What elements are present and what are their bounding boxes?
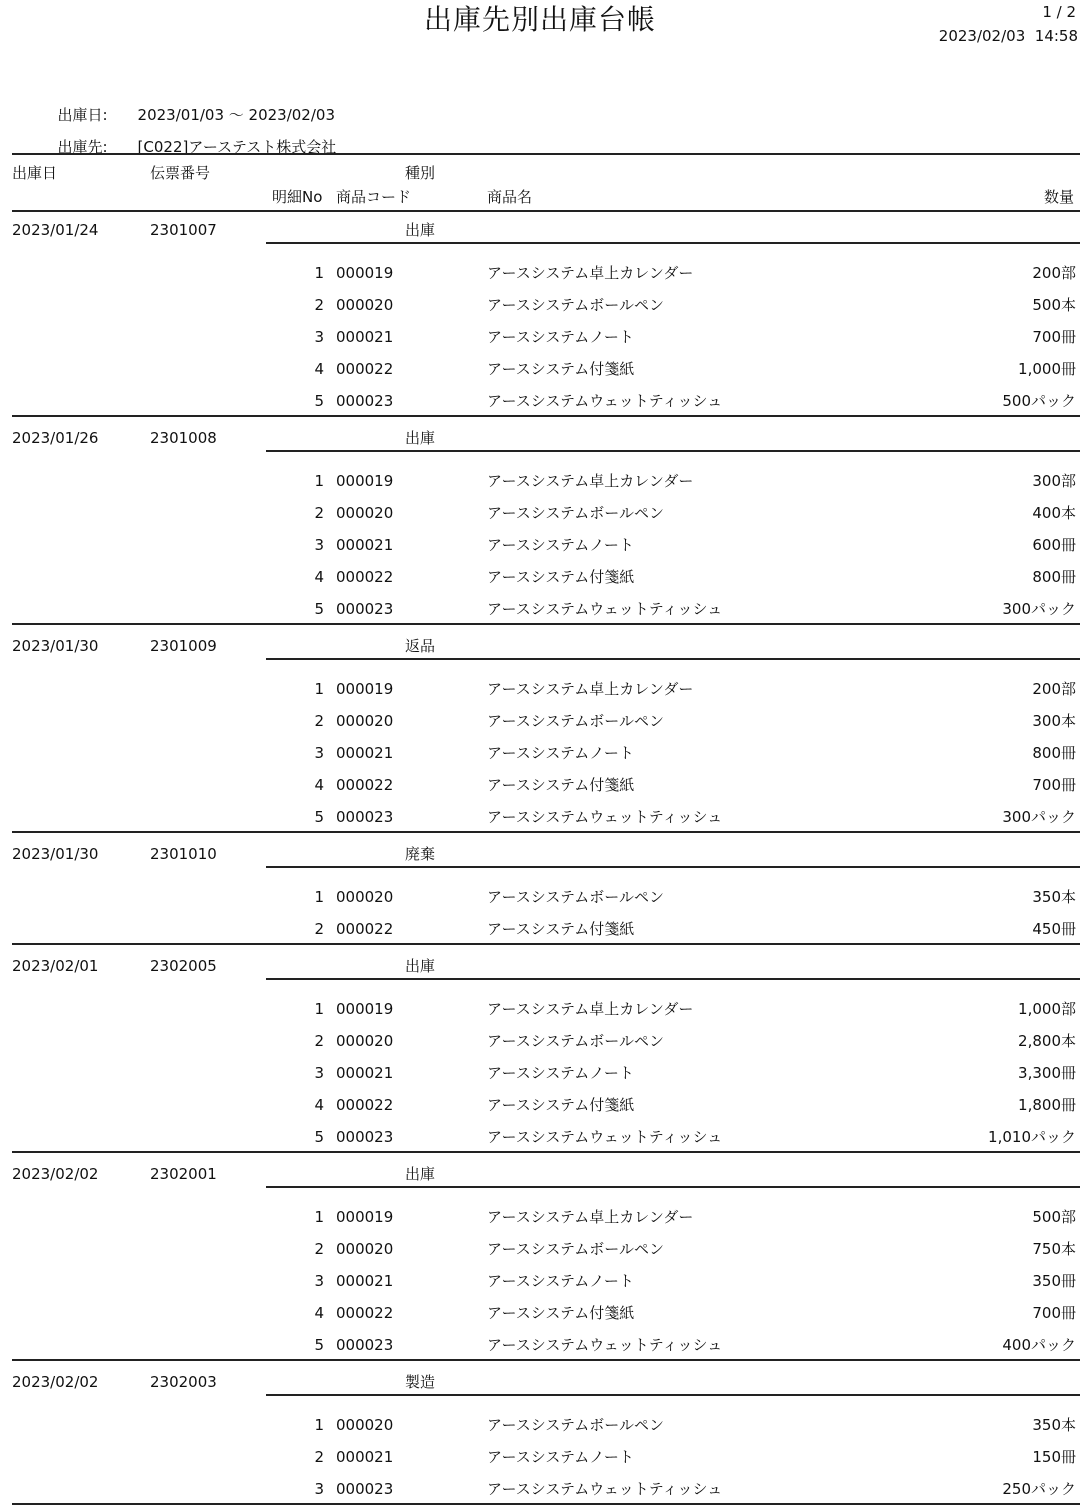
report-title: 出庫先別出庫台帳	[423, 3, 656, 36]
quantity: 2,800本	[1018, 1032, 1076, 1050]
line-number: 3	[314, 744, 324, 762]
quantity: 800冊	[1032, 568, 1076, 586]
line-number: 2	[314, 920, 324, 938]
product-name: アースシステムウェットティッシュ	[487, 392, 723, 410]
line-number: 1	[314, 1000, 324, 1018]
line-number: 3	[314, 1064, 324, 1082]
slip-date: 2023/01/30	[12, 637, 99, 655]
product-name: アースシステム卓上カレンダー	[487, 680, 694, 698]
product-code: 000022	[336, 1304, 394, 1322]
column-header-type: 種別	[405, 164, 436, 182]
product-code: 000020	[336, 888, 394, 906]
slip-header-rule	[266, 978, 1080, 980]
column-header-line-no: 明細No	[272, 188, 323, 206]
product-code: 000022	[336, 360, 394, 378]
slip-date: 2023/02/02	[12, 1165, 99, 1183]
product-name: アースシステムボールペン	[487, 1032, 665, 1050]
product-name: アースシステム付箋紙	[487, 920, 635, 938]
quantity: 150冊	[1032, 1448, 1076, 1466]
slip-end-rule	[12, 415, 1080, 417]
product-name: アースシステムボールペン	[487, 712, 665, 730]
product-name: アースシステムボールペン	[487, 1240, 665, 1258]
product-name: アースシステムノート	[487, 744, 634, 762]
product-name: アースシステムウェットティッシュ	[487, 1128, 723, 1146]
line-number: 1	[314, 680, 324, 698]
slip-date: 2023/01/30	[12, 845, 99, 863]
line-number: 4	[314, 568, 324, 586]
product-code: 000019	[336, 1000, 394, 1018]
slip-number: 2302005	[150, 957, 217, 975]
quantity: 400パック	[1002, 1336, 1076, 1354]
slip-type: 返品	[405, 637, 436, 655]
product-name: アースシステムボールペン	[487, 1416, 665, 1434]
product-code: 000022	[336, 568, 394, 586]
quantity: 700冊	[1032, 776, 1076, 794]
product-code: 000020	[336, 1032, 394, 1050]
product-name: アースシステム卓上カレンダー	[487, 264, 694, 282]
quantity: 300パック	[1002, 600, 1076, 618]
slip-date: 2023/02/02	[12, 1373, 99, 1391]
slip-number: 2302001	[150, 1165, 217, 1183]
slip-date: 2023/02/01	[12, 957, 99, 975]
slip-end-rule	[12, 831, 1080, 833]
product-name: アースシステムウェットティッシュ	[487, 1336, 723, 1354]
line-number: 3	[314, 1272, 324, 1290]
product-code: 000022	[336, 776, 394, 794]
slip-type: 出庫	[405, 1165, 436, 1183]
product-code: 000023	[336, 1128, 394, 1146]
quantity: 400本	[1032, 504, 1076, 522]
line-number: 2	[314, 296, 324, 314]
product-name: アースシステムボールペン	[487, 888, 665, 906]
line-number: 4	[314, 776, 324, 794]
line-number: 2	[314, 504, 324, 522]
product-code: 000021	[336, 1448, 394, 1466]
quantity: 800冊	[1032, 744, 1076, 762]
slip-end-rule	[12, 943, 1080, 945]
quantity: 1,000部	[1018, 1000, 1076, 1018]
product-code: 000023	[336, 600, 394, 618]
product-code: 000020	[336, 1416, 394, 1434]
printed-timestamp: 2023/02/03 14:58	[938, 27, 1078, 45]
column-header-slip-no: 伝票番号	[150, 164, 211, 182]
slip-type: 出庫	[405, 221, 436, 239]
quantity: 1,000冊	[1018, 360, 1076, 378]
quantity: 300本	[1032, 712, 1076, 730]
product-name: アースシステムウェットティッシュ	[487, 808, 723, 826]
slip-number: 2301009	[150, 637, 217, 655]
product-code: 000019	[336, 1208, 394, 1226]
line-number: 5	[314, 808, 324, 826]
product-name: アースシステム卓上カレンダー	[487, 1000, 694, 1018]
quantity: 1,800冊	[1018, 1096, 1076, 1114]
product-name: アースシステム付箋紙	[487, 1304, 635, 1322]
slip-date: 2023/01/24	[12, 221, 99, 239]
product-name: アースシステム付箋紙	[487, 776, 635, 794]
line-number: 1	[314, 888, 324, 906]
product-code: 000021	[336, 328, 394, 346]
product-code: 000022	[336, 920, 394, 938]
quantity: 200部	[1032, 680, 1076, 698]
slip-header-rule	[266, 1394, 1080, 1396]
product-name: アースシステム付箋紙	[487, 360, 635, 378]
line-number: 4	[314, 1096, 324, 1114]
slip-header-rule	[266, 450, 1080, 452]
slip-type: 出庫	[405, 957, 436, 975]
destination-value: [C022]アーステスト株式会社	[137, 138, 337, 156]
slip-number: 2301008	[150, 429, 217, 447]
line-number: 4	[314, 1304, 324, 1322]
slip-type: 製造	[405, 1373, 436, 1391]
product-code: 000019	[336, 472, 394, 490]
slip-header-rule	[266, 866, 1080, 868]
line-number: 2	[314, 1448, 324, 1466]
line-number: 5	[314, 1336, 324, 1354]
line-number: 2	[314, 1032, 324, 1050]
line-number: 1	[314, 264, 324, 282]
column-header-qty: 数量	[1043, 188, 1074, 206]
product-code: 000021	[336, 1064, 394, 1082]
line-number: 2	[314, 712, 324, 730]
product-name: アースシステム卓上カレンダー	[487, 1208, 694, 1226]
slip-number: 2301007	[150, 221, 217, 239]
quantity: 600冊	[1032, 536, 1076, 554]
product-name: アースシステムウェットティッシュ	[487, 1480, 723, 1498]
slip-header-rule	[266, 242, 1080, 244]
line-number: 5	[314, 1128, 324, 1146]
product-code: 000023	[336, 392, 394, 410]
product-code: 000019	[336, 680, 394, 698]
line-number: 2	[314, 1240, 324, 1258]
line-number: 4	[314, 360, 324, 378]
product-name: アースシステム卓上カレンダー	[487, 472, 694, 490]
date-range-value: 2023/01/03 ～ 2023/02/03	[137, 106, 335, 124]
quantity: 300部	[1032, 472, 1076, 490]
product-code: 000020	[336, 712, 394, 730]
column-header-date: 出庫日	[12, 164, 58, 182]
quantity: 1,010パック	[988, 1128, 1076, 1146]
product-name: アースシステムノート	[487, 536, 634, 554]
product-name: アースシステムボールペン	[487, 504, 665, 522]
quantity: 350冊	[1032, 1272, 1076, 1290]
product-code: 000021	[336, 744, 394, 762]
quantity: 700冊	[1032, 328, 1076, 346]
product-code: 000022	[336, 1096, 394, 1114]
quantity: 200部	[1032, 264, 1076, 282]
slip-date: 2023/01/26	[12, 429, 99, 447]
product-name: アースシステム付箋紙	[487, 1096, 635, 1114]
line-number: 3	[314, 1480, 324, 1498]
slip-end-rule	[12, 1359, 1080, 1361]
slip-end-rule	[12, 1151, 1080, 1153]
quantity: 750本	[1032, 1240, 1076, 1258]
line-number: 5	[314, 392, 324, 410]
product-name: アースシステムノート	[487, 1064, 634, 1082]
product-name: アースシステム付箋紙	[487, 568, 635, 586]
quantity: 450冊	[1032, 920, 1076, 938]
line-number: 3	[314, 536, 324, 554]
line-number: 1	[314, 1208, 324, 1226]
product-code: 000023	[336, 808, 394, 826]
slip-type: 出庫	[405, 429, 436, 447]
product-code: 000021	[336, 1272, 394, 1290]
quantity: 700冊	[1032, 1304, 1076, 1322]
line-number: 3	[314, 328, 324, 346]
quantity: 350本	[1032, 888, 1076, 906]
product-code: 000023	[336, 1480, 394, 1498]
product-name: アースシステムノート	[487, 1272, 634, 1290]
slip-end-rule	[12, 623, 1080, 625]
product-code: 000023	[336, 1336, 394, 1354]
line-number: 1	[314, 472, 324, 490]
product-code: 000021	[336, 536, 394, 554]
product-code: 000020	[336, 1240, 394, 1258]
quantity: 3,300冊	[1018, 1064, 1076, 1082]
destination-label: 出庫先:	[57, 138, 108, 156]
line-number: 5	[314, 600, 324, 618]
quantity: 250パック	[1002, 1480, 1076, 1498]
slip-number: 2301010	[150, 845, 217, 863]
quantity: 500本	[1032, 296, 1076, 314]
product-name: アースシステムウェットティッシュ	[487, 600, 723, 618]
slip-end-rule	[12, 1503, 1080, 1505]
page-number: 1 / 2	[1042, 3, 1076, 21]
column-header-name: 商品名	[487, 188, 533, 206]
slip-header-rule	[266, 1186, 1080, 1188]
quantity: 350本	[1032, 1416, 1076, 1434]
product-name: アースシステムノート	[487, 1448, 634, 1466]
product-name: アースシステムノート	[487, 328, 634, 346]
column-header-code: 商品コード	[336, 188, 412, 206]
quantity: 300パック	[1002, 808, 1076, 826]
product-code: 000020	[336, 296, 394, 314]
date-range-label: 出庫日:	[57, 106, 108, 124]
quantity: 500部	[1032, 1208, 1076, 1226]
product-name: アースシステムボールペン	[487, 296, 665, 314]
slip-number: 2302003	[150, 1373, 217, 1391]
slip-type: 廃棄	[405, 845, 436, 863]
product-code: 000020	[336, 504, 394, 522]
line-number: 1	[314, 1416, 324, 1434]
quantity: 500パック	[1002, 392, 1076, 410]
slip-header-rule	[266, 658, 1080, 660]
product-code: 000019	[336, 264, 394, 282]
